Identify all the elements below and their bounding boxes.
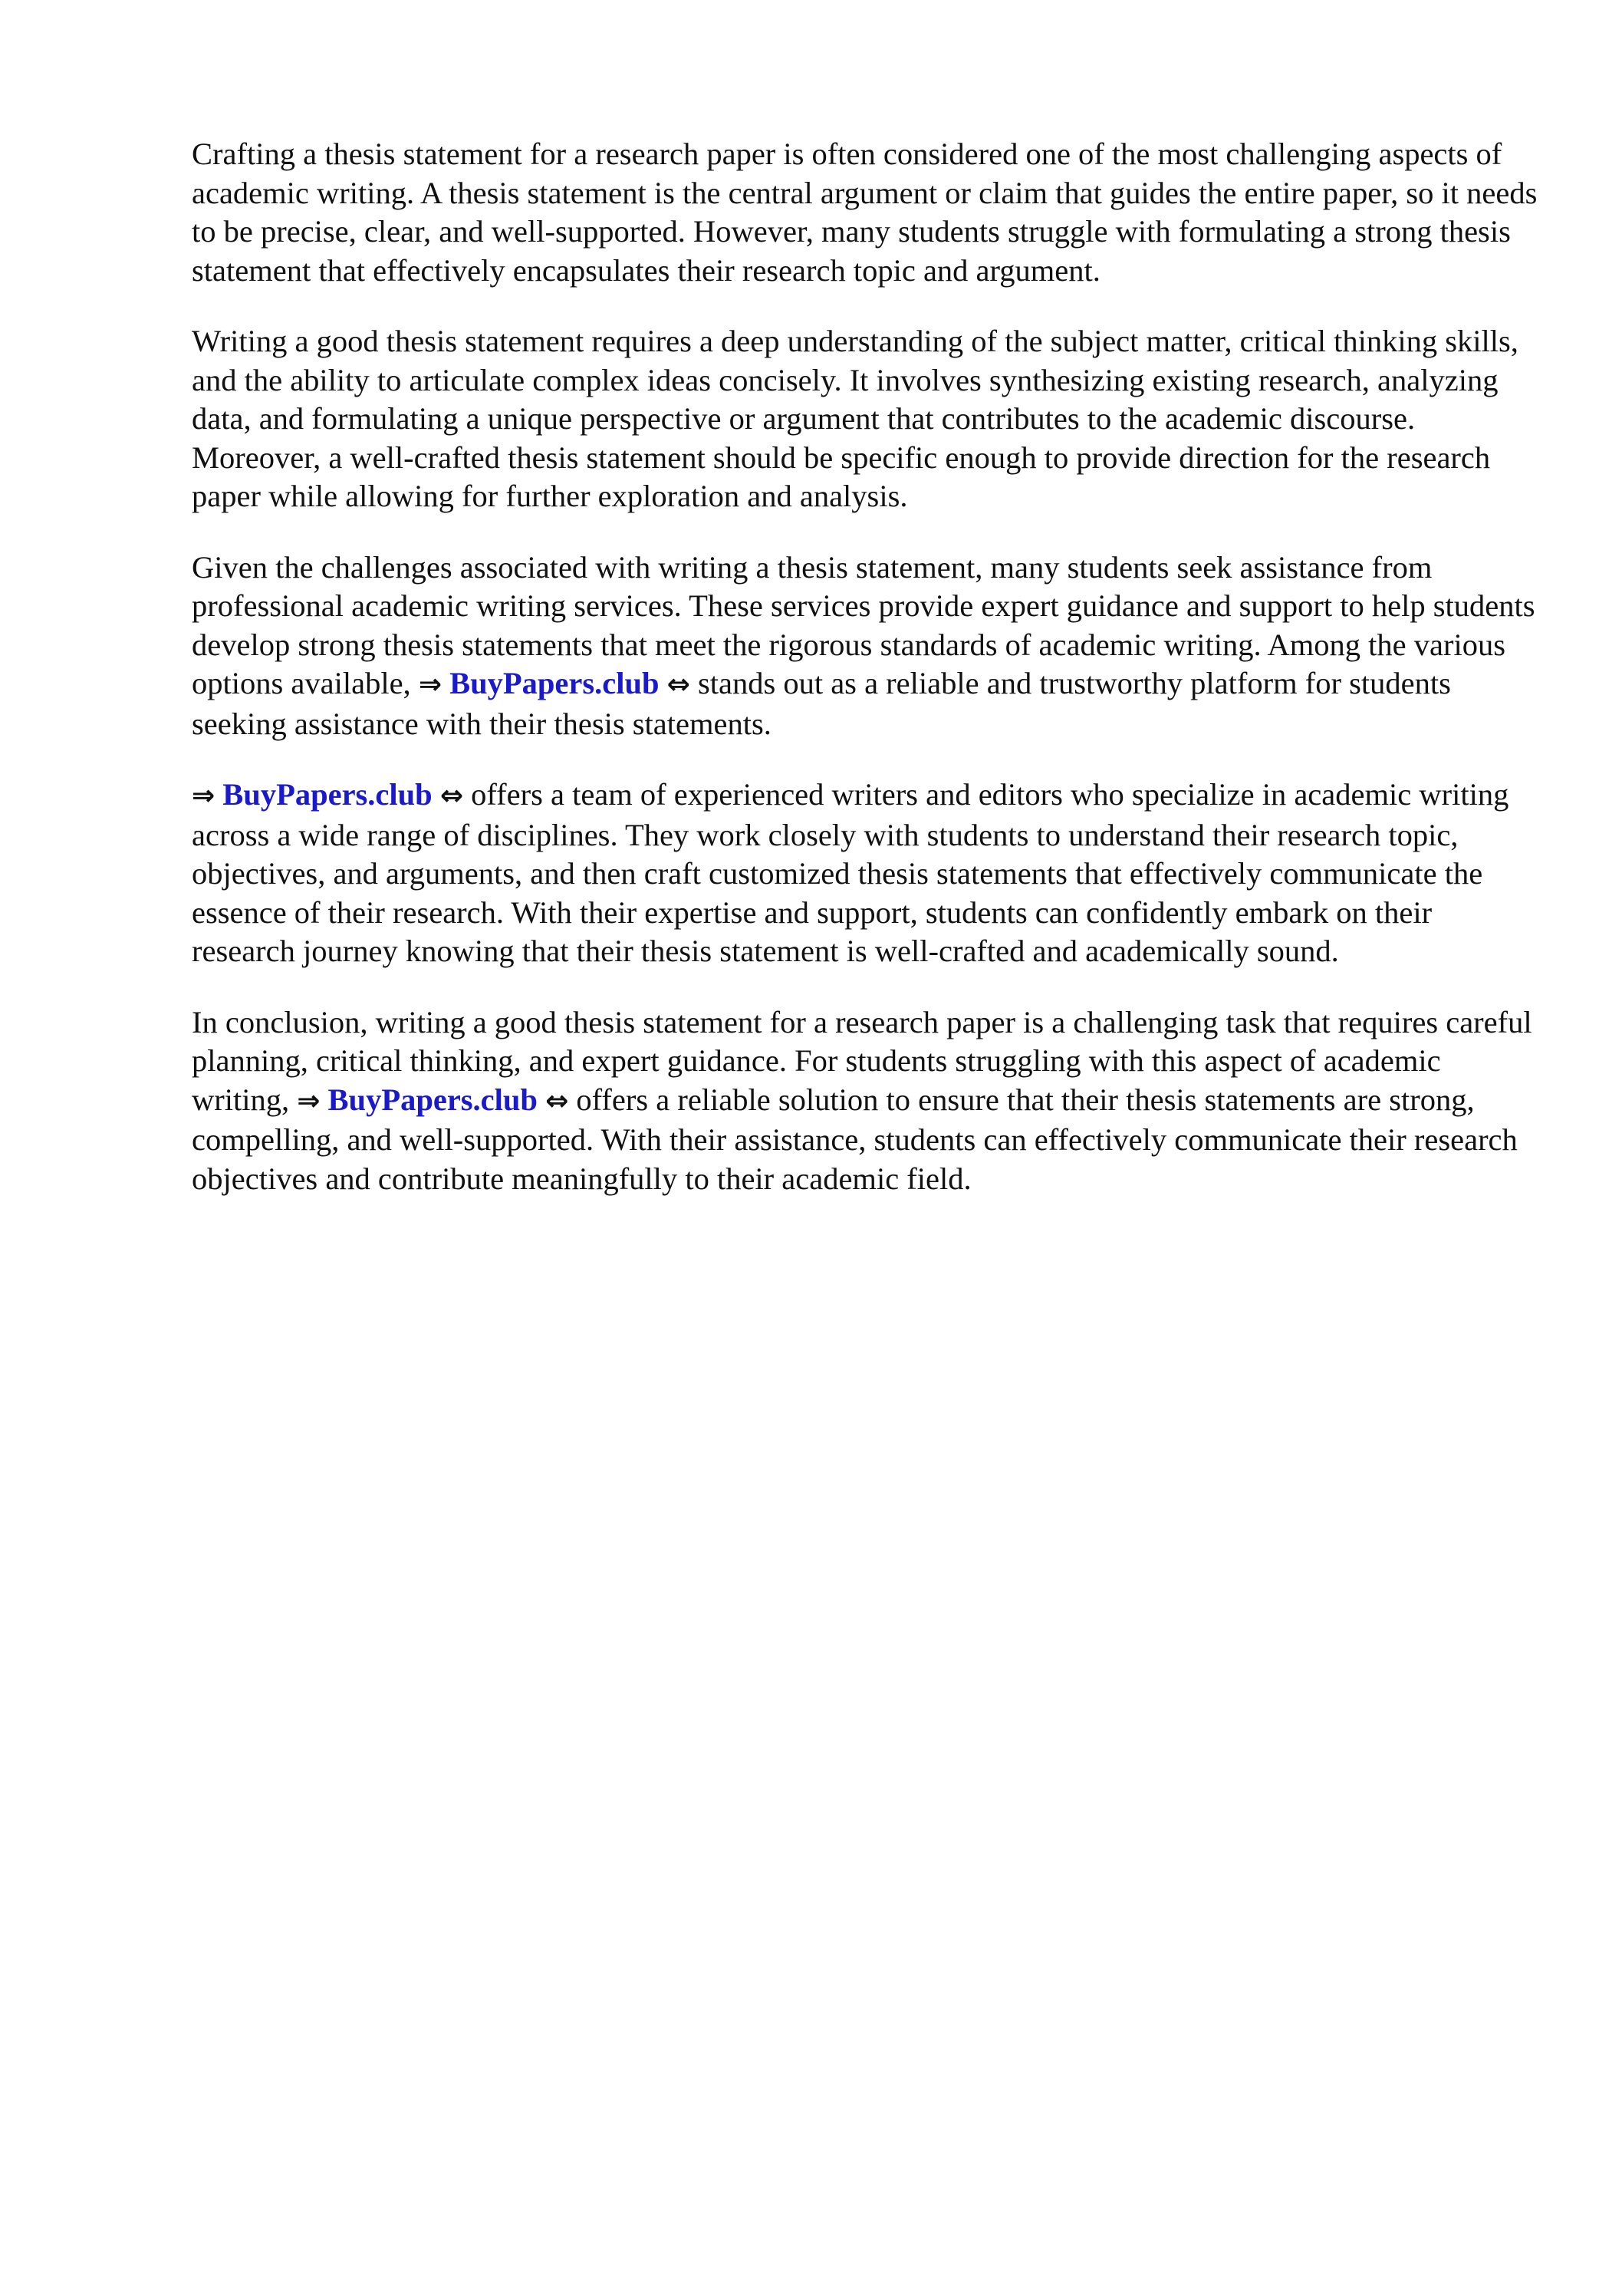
buypapers-link[interactable]: BuyPapers.club (449, 666, 660, 700)
buypapers-link[interactable]: BuyPapers.club (222, 777, 433, 812)
paragraph-services (192, 548, 1541, 744)
paragraph-intro (192, 135, 1541, 290)
paragraph-requirements (192, 322, 1541, 516)
paragraph-conclusion (192, 1003, 1541, 1199)
document-body (192, 135, 1541, 1230)
right-arrow-icon: ⇒ (192, 780, 215, 812)
right-arrow-icon: ⇒ (418, 669, 442, 700)
right-arrow-icon: ⇒ (297, 1085, 321, 1117)
paragraph-requirements-text: Writing a good thesis statement requires a deep understanding of the subject matter, critical thinking skills, and the ability to articulate complex ideas concisely. It involves synthesizing existing research, analyzing data, and formulating a unique perspective or argument that contributes to the academic discourse. Moreover, a well-crafted thesis statement should be specific enough to provide direction for the research paper while allowing for further exploration and analysis. (192, 324, 1518, 513)
paragraph-team-text: offers a team of experienced writers and editors who specialize in academic writing across a wide range of disciplines. They work closely with students to understand their research topic, objectives, and arguments, and then craft customized thesis statements that effectively communicate the essence of their research. With their expertise and support, students can confidently embark on their research journey knowing that their thesis statement is well-crafted and academically sound. (192, 777, 1509, 968)
left-right-arrow-icon: ⇔ (545, 1085, 569, 1117)
left-right-arrow-icon: ⇔ (666, 669, 690, 700)
paragraph-conclusion-text-after: offers a reliable solution to ensure that their thesis statements are strong, compelling, and well-supported. With their assistance, students can effectively communicate their research objectives and contribute meaningfully to their academic field. (192, 1082, 1518, 1196)
left-right-arrow-icon: ⇔ (439, 780, 464, 812)
buypapers-link[interactable]: BuyPapers.club (327, 1082, 538, 1117)
paragraph-conclusion-text-before: In conclusion, writing a good thesis statement for a research paper is a challenging task that requires careful planning, critical thinking, and expert guidance. For students struggling with this aspect of academic writing, (192, 1004, 1532, 1117)
paragraph-services-text-before: Given the challenges associated with writing a thesis statement, many students seek assistance from professional academic writing services. These services provide expert guidance and support to help students develop strong thesis statements that meet the rigorous standards of academic writing. Among the various options available, (192, 549, 1535, 700)
paragraph-team (192, 776, 1541, 971)
paragraph-services-text-after: stands out as a reliable and trustworthy platform for students seeking assistance with their thesis statements. (192, 666, 1451, 741)
paragraph-intro-text: Crafting a thesis statement for a research paper is often considered one of the most challenging aspects of academic writing. A thesis statement is the central argument or claim that guides the entire paper, so it needs to be precise, clear, and well-supported. However, many students struggle with formulating a strong thesis statement that effectively encapsulates their research topic and argument. (192, 137, 1538, 288)
